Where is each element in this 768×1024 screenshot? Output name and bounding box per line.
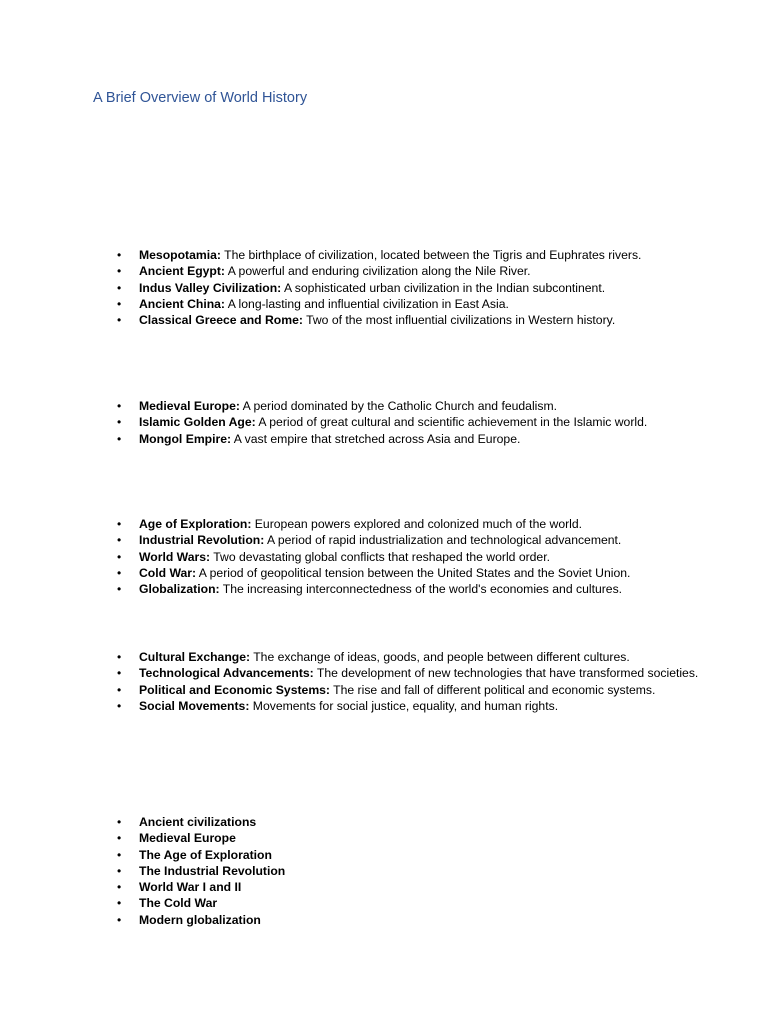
list-item [139,516,699,532]
list-item [139,431,699,447]
list-item [139,665,699,681]
list-item [139,682,699,698]
list-item-description: A period of geopolitical tension between the United States and the Soviet Union. [196,565,631,580]
list-item-description: The birthplace of civilization, located between the Tigris and Euphrates rivers. [220,248,642,262]
list-item-term: Cultural Exchange: [139,650,251,664]
list-item-term: Technological Advancements: [139,666,314,681]
list-item [139,280,699,296]
list-item-description: A period dominated by the Catholic Church and feudalism. [239,399,557,413]
list-item-term: Age of Exploration: [139,517,252,531]
list-item-term: Social Movements: [139,698,250,713]
list-item [139,912,699,928]
list-item [139,847,699,863]
list-item [139,698,699,714]
list-item-term: Indus Valley Civilization: [139,280,282,295]
list-item-term: World Wars: [139,549,211,564]
list-item [139,549,699,565]
list-item [139,414,699,430]
bullet-list-ancient [139,247,699,328]
list-item-description: The increasing interconnectedness of the world's economies and cultures. [219,582,623,597]
list-item [139,830,699,846]
list-item-term: Political and Economic Systems: [139,682,330,697]
bullet-list-themes [139,649,699,714]
list-item-term: World War I and II [139,880,242,895]
list-item [139,247,699,263]
list-item-term: Ancient China: [139,296,225,311]
list-item-term: The Cold War [139,896,218,911]
list-item [139,895,699,911]
list-item [139,565,699,581]
bullet-list-topics [139,814,699,928]
list-item-description: A vast empire that stretched across Asia and Europe. [231,431,521,446]
list-item [139,296,699,312]
list-item-description: A long-lasting and influential civilization in East Asia. [225,296,509,311]
list-item-term: Medieval Europe: [139,399,240,413]
list-item-term: The Industrial Revolution [139,863,286,878]
list-item [139,649,699,665]
list-item-term: Islamic Golden Age: [139,415,256,430]
list-item-description: The rise and fall of different political and economic systems. [330,682,656,697]
list-item-description: The development of new technologies that have transformed societies. [313,666,699,681]
page-title: A Brief Overview of World History [93,90,308,106]
list-item-term: Classical Greece and Rome: [139,313,303,328]
bullet-list-modern [139,516,699,597]
list-item-description: A period of great cultural and scientific achievement in the Islamic world. [255,415,648,430]
list-item-description: A powerful and enduring civilization along the Nile River. [225,264,531,279]
list-item-term: Ancient Egypt: [139,264,225,279]
list-item [139,814,699,830]
list-item-description: The exchange of ideas, goods, and people between different cultures. [250,650,630,664]
list-item-term: Globalization: [139,582,220,597]
list-item-term: The Age of Exploration [139,847,272,862]
list-item-term: Industrial Revolution: [139,533,265,548]
list-item [139,863,699,879]
list-item [139,263,699,279]
list-item [139,312,699,328]
list-item [139,532,699,548]
bullet-list-medieval [139,398,699,447]
list-item-description: European powers explored and colonized much of the world. [251,517,583,531]
list-item-description: Two of the most influential civilizations in Western history. [302,313,616,328]
list-item-term: Mesopotamia: [139,248,221,262]
list-item [139,398,699,414]
list-item-term: Modern globalization [139,912,261,927]
list-item [139,879,699,895]
list-item-description: A period of rapid industrialization and technological advancement. [264,533,622,548]
list-item [139,581,699,597]
list-item-term: Cold War: [139,565,197,580]
list-item-term: Mongol Empire: [139,431,232,446]
list-item-description: Two devastating global conflicts that reshaped the world order. [210,549,550,564]
list-item-description: A sophisticated urban civilization in the Indian subcontinent. [281,280,606,295]
list-item-term: Ancient civilizations [139,815,257,829]
list-item-term: Medieval Europe [139,831,236,846]
list-item-description: Movements for social justice, equality, and human rights. [249,698,559,713]
